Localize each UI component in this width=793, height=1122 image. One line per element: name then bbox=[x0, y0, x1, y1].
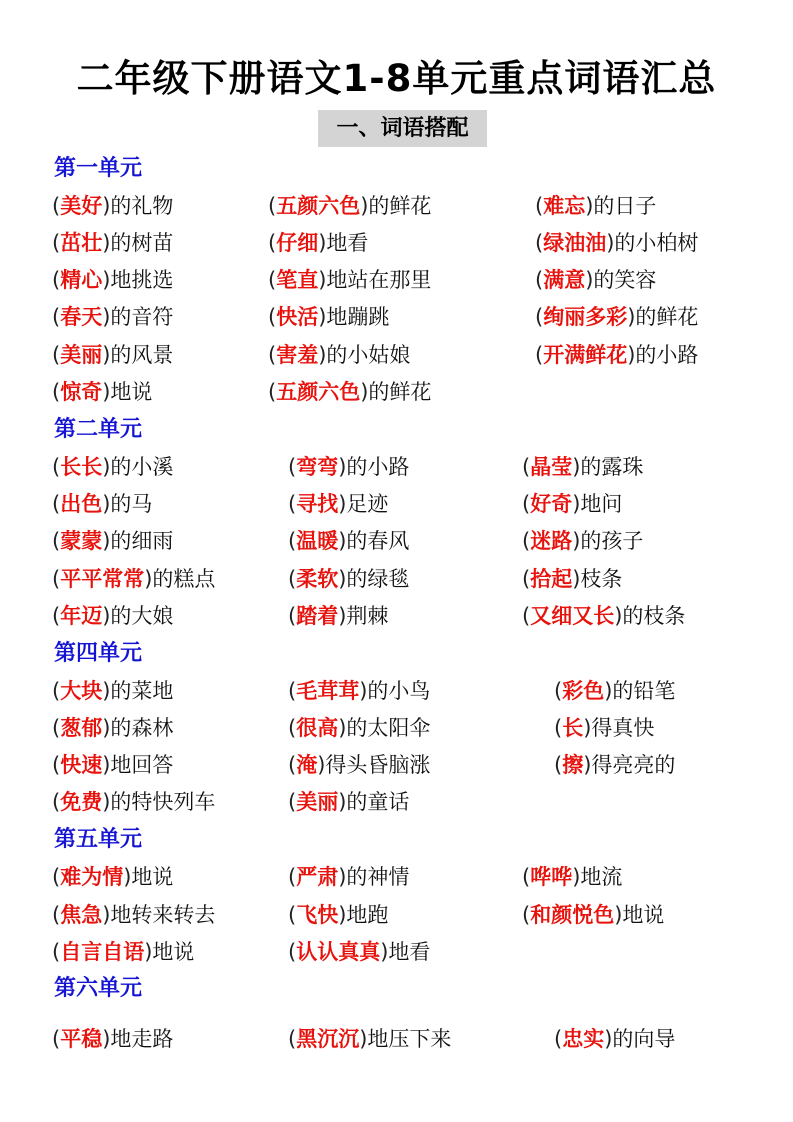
close-paren: ) bbox=[144, 940, 153, 964]
close-paren: ) bbox=[604, 679, 613, 703]
collocation-entry bbox=[288, 564, 409, 594]
open-paren: ( bbox=[288, 492, 297, 516]
collocation-entry bbox=[52, 676, 173, 706]
key-word: 开满鲜花 bbox=[543, 343, 628, 367]
collocation-text: 的露珠 bbox=[580, 455, 644, 479]
collocation-text: 地站在那里 bbox=[326, 268, 432, 292]
collocation-text: 的小溪 bbox=[110, 455, 174, 479]
open-paren: ( bbox=[52, 231, 61, 255]
open-paren: ( bbox=[288, 753, 297, 777]
collocation-text: 地问 bbox=[580, 492, 623, 516]
close-paren: ) bbox=[380, 940, 389, 964]
collocation-text: 足迹 bbox=[346, 492, 389, 516]
collocation-entry bbox=[52, 302, 173, 332]
close-paren: ) bbox=[123, 865, 132, 889]
collocation-text: 的神情 bbox=[346, 865, 410, 889]
close-paren: ) bbox=[359, 679, 368, 703]
key-word: 笔直 bbox=[276, 268, 319, 292]
key-word: 飞快 bbox=[296, 903, 339, 927]
collocation-entry bbox=[52, 713, 173, 743]
collocation-text: 的小姑娘 bbox=[326, 343, 411, 367]
close-paren: ) bbox=[102, 194, 111, 218]
open-paren: ( bbox=[52, 716, 61, 740]
close-paren: ) bbox=[338, 455, 347, 479]
close-paren: ) bbox=[360, 194, 369, 218]
collocation-text: 的礼物 bbox=[110, 194, 174, 218]
close-paren: ) bbox=[338, 492, 347, 516]
collocation-text: 的日子 bbox=[593, 194, 657, 218]
key-word: 认认真真 bbox=[296, 940, 381, 964]
collocation-entry bbox=[52, 900, 215, 930]
collocation-entry bbox=[288, 750, 430, 780]
open-paren: ( bbox=[268, 231, 277, 255]
collocation-text: 地说 bbox=[622, 903, 665, 927]
key-word: 五颜六色 bbox=[276, 194, 361, 218]
key-word: 严肃 bbox=[296, 865, 339, 889]
collocation-text: 地蹦跳 bbox=[326, 305, 390, 329]
collocation-entry bbox=[52, 228, 173, 258]
open-paren: ( bbox=[288, 567, 297, 591]
collocation-text: 的树苗 bbox=[110, 231, 174, 255]
close-paren: ) bbox=[102, 492, 111, 516]
section-heading: 一、词语搭配 bbox=[318, 110, 487, 147]
key-word: 出色 bbox=[60, 492, 103, 516]
open-paren: ( bbox=[52, 567, 61, 591]
close-paren: ) bbox=[318, 343, 327, 367]
close-paren: ) bbox=[614, 903, 623, 927]
open-paren: ( bbox=[288, 679, 297, 703]
key-word: 很高 bbox=[296, 716, 339, 740]
key-word: 茁壮 bbox=[60, 231, 103, 255]
close-paren: ) bbox=[102, 753, 111, 777]
key-word: 快活 bbox=[276, 305, 319, 329]
collocation-text: 地走路 bbox=[110, 1027, 174, 1051]
key-word: 弯弯 bbox=[296, 455, 339, 479]
collocation-text: 的风景 bbox=[110, 343, 174, 367]
close-paren: ) bbox=[338, 790, 347, 814]
collocation-entry bbox=[554, 750, 675, 780]
collocation-text: 得真快 bbox=[591, 716, 655, 740]
collocation-entry bbox=[535, 265, 656, 295]
close-paren: ) bbox=[102, 231, 111, 255]
open-paren: ( bbox=[522, 455, 531, 479]
collocation-entry bbox=[288, 787, 409, 817]
collocation-text: 地说 bbox=[152, 940, 195, 964]
key-word: 拾起 bbox=[530, 567, 573, 591]
open-paren: ( bbox=[554, 753, 563, 777]
open-paren: ( bbox=[522, 529, 531, 553]
collocation-entry bbox=[52, 452, 173, 482]
collocation-text: 地压下来 bbox=[367, 1027, 452, 1051]
collocation-entry bbox=[268, 340, 410, 370]
close-paren: ) bbox=[627, 343, 636, 367]
open-paren: ( bbox=[535, 305, 544, 329]
open-paren: ( bbox=[535, 231, 544, 255]
page-title: 二年级下册语文1-8单元重点词语汇总 bbox=[76, 57, 717, 100]
collocation-text: 地挑选 bbox=[110, 268, 174, 292]
collocation-entry bbox=[52, 191, 173, 221]
collocation-entry bbox=[268, 228, 368, 258]
key-word: 葱郁 bbox=[60, 716, 103, 740]
key-word: 又细又长 bbox=[530, 604, 615, 628]
collocation-entry bbox=[554, 676, 675, 706]
key-word: 长长 bbox=[60, 455, 103, 479]
collocation-entry bbox=[522, 489, 622, 519]
collocation-text: 得亮亮的 bbox=[591, 753, 676, 777]
close-paren: ) bbox=[606, 231, 615, 255]
unit-2-heading: 第二单元 bbox=[54, 417, 143, 442]
key-word: 美好 bbox=[60, 194, 103, 218]
open-paren: ( bbox=[554, 716, 563, 740]
close-paren: ) bbox=[338, 529, 347, 553]
close-paren: ) bbox=[572, 567, 581, 591]
open-paren: ( bbox=[52, 194, 61, 218]
open-paren: ( bbox=[288, 529, 297, 553]
open-paren: ( bbox=[535, 343, 544, 367]
open-paren: ( bbox=[52, 1027, 61, 1051]
open-paren: ( bbox=[522, 492, 531, 516]
unit-5-heading: 第五单元 bbox=[54, 827, 143, 852]
collocation-entry bbox=[52, 1024, 173, 1054]
collocation-entry bbox=[288, 489, 388, 519]
collocation-entry bbox=[554, 1024, 675, 1054]
open-paren: ( bbox=[52, 865, 61, 889]
unit-1-heading: 第一单元 bbox=[54, 156, 143, 181]
collocation-entry bbox=[522, 452, 643, 482]
key-word: 免费 bbox=[60, 790, 103, 814]
open-paren: ( bbox=[554, 679, 563, 703]
key-word: 平稳 bbox=[60, 1027, 103, 1051]
key-word: 好奇 bbox=[530, 492, 573, 516]
collocation-entry bbox=[535, 340, 698, 370]
key-word: 晶莹 bbox=[530, 455, 573, 479]
collocation-entry bbox=[52, 787, 215, 817]
key-word: 黑沉沉 bbox=[296, 1027, 360, 1051]
key-word: 和颜悦色 bbox=[530, 903, 615, 927]
collocation-entry bbox=[288, 900, 388, 930]
collocation-entry bbox=[522, 564, 622, 594]
collocation-entry bbox=[52, 601, 173, 631]
collocation-text: 的鲜花 bbox=[368, 380, 432, 404]
collocation-entry bbox=[288, 713, 430, 743]
collocation-entry bbox=[288, 862, 409, 892]
collocation-entry bbox=[268, 191, 431, 221]
unit-6-heading: 第六单元 bbox=[54, 976, 143, 1001]
close-paren: ) bbox=[338, 567, 347, 591]
close-paren: ) bbox=[627, 305, 636, 329]
collocation-text: 的铅笔 bbox=[612, 679, 676, 703]
open-paren: ( bbox=[268, 268, 277, 292]
open-paren: ( bbox=[288, 716, 297, 740]
key-word: 仔细 bbox=[276, 231, 319, 255]
key-word: 淹 bbox=[296, 753, 318, 777]
key-word: 彩色 bbox=[562, 679, 605, 703]
unit-4-heading: 第四单元 bbox=[54, 641, 143, 666]
key-word: 迷路 bbox=[530, 529, 573, 553]
key-word: 春天 bbox=[60, 305, 103, 329]
key-word: 毛茸茸 bbox=[296, 679, 360, 703]
key-word: 擦 bbox=[562, 753, 584, 777]
open-paren: ( bbox=[288, 604, 297, 628]
close-paren: ) bbox=[102, 903, 111, 927]
open-paren: ( bbox=[52, 679, 61, 703]
collocation-text: 地转来转去 bbox=[110, 903, 216, 927]
collocation-entry bbox=[52, 377, 152, 407]
close-paren: ) bbox=[338, 865, 347, 889]
open-paren: ( bbox=[52, 343, 61, 367]
close-paren: ) bbox=[102, 679, 111, 703]
open-paren: ( bbox=[52, 305, 61, 329]
close-paren: ) bbox=[102, 455, 111, 479]
key-word: 焦急 bbox=[60, 903, 103, 927]
collocation-text: 的孩子 bbox=[580, 529, 644, 553]
key-word: 平平常常 bbox=[60, 567, 145, 591]
collocation-entry bbox=[535, 302, 698, 332]
key-word: 难为情 bbox=[60, 865, 124, 889]
close-paren: ) bbox=[338, 716, 347, 740]
key-word: 绚丽多彩 bbox=[543, 305, 628, 329]
key-word: 难忘 bbox=[543, 194, 586, 218]
close-paren: ) bbox=[585, 194, 594, 218]
collocation-text: 地回答 bbox=[110, 753, 174, 777]
open-paren: ( bbox=[52, 455, 61, 479]
collocation-entry bbox=[268, 265, 431, 295]
collocation-entry bbox=[52, 750, 173, 780]
collocation-text: 的马 bbox=[110, 492, 153, 516]
key-word: 快速 bbox=[60, 753, 103, 777]
key-word: 大块 bbox=[60, 679, 103, 703]
collocation-text: 的枝条 bbox=[622, 604, 686, 628]
collocation-entry bbox=[52, 489, 152, 519]
close-paren: ) bbox=[360, 380, 369, 404]
collocation-text: 得头昏脑涨 bbox=[325, 753, 431, 777]
open-paren: ( bbox=[52, 268, 61, 292]
collocation-text: 的绿毯 bbox=[346, 567, 410, 591]
close-paren: ) bbox=[614, 604, 623, 628]
close-paren: ) bbox=[359, 1027, 368, 1051]
close-paren: ) bbox=[572, 865, 581, 889]
open-paren: ( bbox=[288, 455, 297, 479]
close-paren: ) bbox=[102, 268, 111, 292]
collocation-text: 的向导 bbox=[612, 1027, 676, 1051]
collocation-text: 的鲜花 bbox=[635, 305, 699, 329]
collocation-entry bbox=[288, 1024, 451, 1054]
open-paren: ( bbox=[52, 753, 61, 777]
collocation-text: 的森林 bbox=[110, 716, 174, 740]
collocation-text: 荆棘 bbox=[346, 604, 389, 628]
collocation-entry bbox=[52, 862, 173, 892]
collocation-entry bbox=[288, 526, 409, 556]
open-paren: ( bbox=[268, 194, 277, 218]
key-word: 长 bbox=[562, 716, 584, 740]
open-paren: ( bbox=[522, 567, 531, 591]
collocation-text: 的特快列车 bbox=[110, 790, 216, 814]
close-paren: ) bbox=[102, 716, 111, 740]
collocation-entry bbox=[268, 377, 431, 407]
collocation-text: 的小路 bbox=[346, 455, 410, 479]
collocation-text: 的春风 bbox=[346, 529, 410, 553]
key-word: 五颜六色 bbox=[276, 380, 361, 404]
collocation-entry bbox=[554, 713, 654, 743]
collocation-text: 的细雨 bbox=[110, 529, 174, 553]
open-paren: ( bbox=[268, 305, 277, 329]
collocation-text: 的大娘 bbox=[110, 604, 174, 628]
collocation-text: 地流 bbox=[580, 865, 623, 889]
key-word: 年迈 bbox=[60, 604, 103, 628]
open-paren: ( bbox=[52, 940, 61, 964]
collocation-entry bbox=[522, 601, 685, 631]
close-paren: ) bbox=[144, 567, 153, 591]
collocation-text: 的鲜花 bbox=[368, 194, 432, 218]
collocation-text: 枝条 bbox=[580, 567, 623, 591]
collocation-entry bbox=[522, 862, 622, 892]
key-word: 美丽 bbox=[296, 790, 339, 814]
key-word: 柔软 bbox=[296, 567, 339, 591]
open-paren: ( bbox=[522, 604, 531, 628]
open-paren: ( bbox=[535, 268, 544, 292]
close-paren: ) bbox=[318, 231, 327, 255]
close-paren: ) bbox=[317, 753, 326, 777]
open-paren: ( bbox=[288, 940, 297, 964]
collocation-text: 地跑 bbox=[346, 903, 389, 927]
open-paren: ( bbox=[522, 865, 531, 889]
open-paren: ( bbox=[52, 790, 61, 814]
key-word: 踏着 bbox=[296, 604, 339, 628]
key-word: 温暖 bbox=[296, 529, 339, 553]
collocation-entry bbox=[52, 265, 173, 295]
collocation-text: 的小路 bbox=[635, 343, 699, 367]
collocation-entry bbox=[268, 302, 389, 332]
key-word: 精心 bbox=[60, 268, 103, 292]
key-word: 惊奇 bbox=[60, 380, 103, 404]
collocation-entry bbox=[288, 937, 430, 967]
key-word: 满意 bbox=[543, 268, 586, 292]
close-paren: ) bbox=[338, 604, 347, 628]
open-paren: ( bbox=[535, 194, 544, 218]
open-paren: ( bbox=[52, 604, 61, 628]
close-paren: ) bbox=[583, 716, 592, 740]
open-paren: ( bbox=[52, 492, 61, 516]
open-paren: ( bbox=[268, 343, 277, 367]
key-word: 害羞 bbox=[276, 343, 319, 367]
open-paren: ( bbox=[52, 380, 61, 404]
open-paren: ( bbox=[268, 380, 277, 404]
open-paren: ( bbox=[288, 865, 297, 889]
collocation-text: 的小鸟 bbox=[367, 679, 431, 703]
open-paren: ( bbox=[52, 903, 61, 927]
collocation-text: 的童话 bbox=[346, 790, 410, 814]
key-word: 忠实 bbox=[562, 1027, 605, 1051]
collocation-entry bbox=[522, 900, 664, 930]
close-paren: ) bbox=[604, 1027, 613, 1051]
open-paren: ( bbox=[522, 903, 531, 927]
open-paren: ( bbox=[288, 903, 297, 927]
collocation-entry bbox=[52, 340, 173, 370]
close-paren: ) bbox=[583, 753, 592, 777]
collocation-text: 地说 bbox=[110, 380, 153, 404]
close-paren: ) bbox=[102, 604, 111, 628]
collocation-text: 的小柏树 bbox=[614, 231, 699, 255]
close-paren: ) bbox=[572, 529, 581, 553]
close-paren: ) bbox=[318, 305, 327, 329]
key-word: 自言自语 bbox=[60, 940, 145, 964]
collocation-text: 地看 bbox=[388, 940, 431, 964]
close-paren: ) bbox=[102, 380, 111, 404]
collocation-text: 的糕点 bbox=[152, 567, 216, 591]
close-paren: ) bbox=[585, 268, 594, 292]
open-paren: ( bbox=[288, 1027, 297, 1051]
key-word: 绿油油 bbox=[543, 231, 607, 255]
collocation-text: 地看 bbox=[326, 231, 369, 255]
close-paren: ) bbox=[102, 790, 111, 814]
collocation-entry bbox=[288, 452, 409, 482]
close-paren: ) bbox=[102, 1027, 111, 1051]
close-paren: ) bbox=[102, 529, 111, 553]
close-paren: ) bbox=[572, 455, 581, 479]
close-paren: ) bbox=[102, 343, 111, 367]
open-paren: ( bbox=[554, 1027, 563, 1051]
close-paren: ) bbox=[338, 903, 347, 927]
collocation-text: 的菜地 bbox=[110, 679, 174, 703]
collocation-entry bbox=[535, 191, 656, 221]
key-word: 美丽 bbox=[60, 343, 103, 367]
close-paren: ) bbox=[102, 305, 111, 329]
key-word: 哗哗 bbox=[530, 865, 573, 889]
collocation-text: 地说 bbox=[131, 865, 174, 889]
collocation-entry bbox=[52, 526, 173, 556]
close-paren: ) bbox=[572, 492, 581, 516]
collocation-entry bbox=[288, 676, 430, 706]
collocation-text: 的音符 bbox=[110, 305, 174, 329]
key-word: 寻找 bbox=[296, 492, 339, 516]
open-paren: ( bbox=[52, 529, 61, 553]
key-word: 蒙蒙 bbox=[60, 529, 103, 553]
collocation-entry bbox=[288, 601, 388, 631]
collocation-entry bbox=[522, 526, 643, 556]
collocation-entry bbox=[535, 228, 698, 258]
collocation-text: 的太阳伞 bbox=[346, 716, 431, 740]
close-paren: ) bbox=[318, 268, 327, 292]
collocation-entry bbox=[52, 564, 215, 594]
collocation-entry bbox=[52, 937, 194, 967]
open-paren: ( bbox=[288, 790, 297, 814]
collocation-text: 的笑容 bbox=[593, 268, 657, 292]
